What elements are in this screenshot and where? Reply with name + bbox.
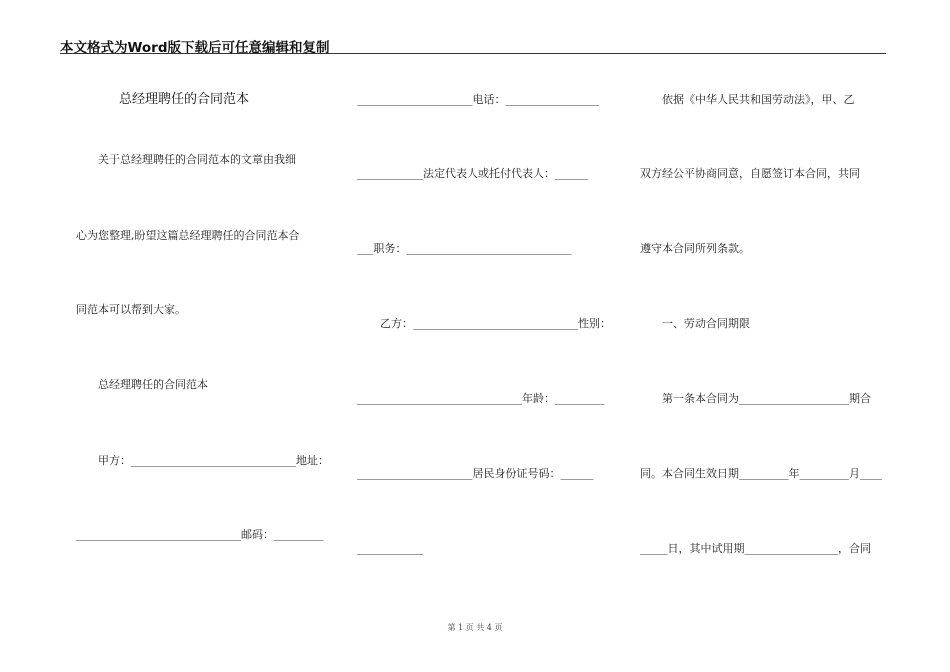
paragraph-line: 心为您整理,盼望这篇总经理聘任的合同范本合 xyxy=(76,229,300,242)
form-line-id-number: _____________________居民身份证号码：______ xyxy=(357,467,594,480)
paragraph-line: 双方经公平协商同意，自愿签订本合同，共同 xyxy=(640,167,860,180)
paragraph-line: 关于总经理聘任的合同范本的文章由我细 xyxy=(98,153,296,166)
section-heading: 总经理聘任的合同范本 xyxy=(98,378,208,391)
form-line-phone: _____________________电话：_________________ xyxy=(357,93,599,106)
form-line-party-a: 甲方：______________________________地址： xyxy=(98,454,329,467)
page-number: 第 1 页 共 4 页 xyxy=(447,623,503,632)
paragraph-line: 依据《中华人民共和国劳动法》，甲、乙 xyxy=(662,93,855,106)
document-header-title: 本文格式为Word版下载后可任意编辑和复制 xyxy=(60,40,330,56)
clause-line: 第一条本合同为____________________期合 xyxy=(662,392,871,405)
form-line-age: ______________________________年龄：_________ xyxy=(357,392,605,405)
clause-line: _____日，其中试用期_________________，合同 xyxy=(640,542,871,555)
clause-line: 同。本合同生效日期_________年_________月____ xyxy=(640,467,882,480)
form-line-party-b: 乙方：______________________________性别： xyxy=(380,317,611,330)
form-line-postcode: ______________________________邮码：_________ xyxy=(76,528,324,541)
header-divider xyxy=(60,53,886,54)
form-line-position: ___职务：______________________________ xyxy=(357,242,572,255)
section-heading: 一、劳动合同期限 xyxy=(662,317,750,330)
paragraph-line: 同范本可以帮到大家。 xyxy=(76,303,186,316)
form-line-legal-representative: ____________法定代表人或托付代表人：______ xyxy=(357,167,588,180)
paragraph-line: 遵守本合同所列条款。 xyxy=(640,242,750,255)
document-title: 总经理聘任的合同范本 xyxy=(119,92,250,107)
form-line-blank: ____________ xyxy=(357,542,423,555)
